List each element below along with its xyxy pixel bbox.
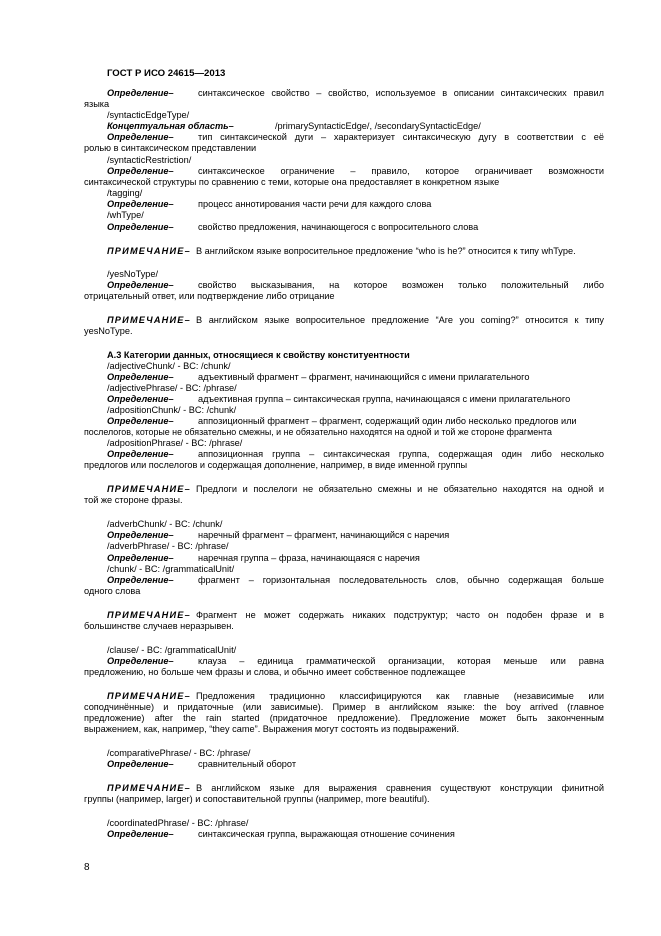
note-text: yesNoType.: [84, 326, 133, 336]
note-text: той же стороне фразы.: [84, 495, 183, 505]
definition-label: Определение–: [107, 829, 174, 839]
definition-label: Определение–: [107, 280, 174, 290]
definition-label: Определение–: [107, 199, 174, 209]
note-label: ПРИМЕЧАНИЕ–: [107, 610, 191, 620]
page-number: 8: [84, 862, 90, 873]
definition-label: Определение–: [107, 166, 174, 176]
definition-text: предлогов или послелогов и содержащая дополнение, например, в виде именной группы: [84, 460, 468, 470]
note-label: ПРИМЕЧАНИЕ–: [107, 246, 191, 256]
definition-label: Определение–: [107, 575, 174, 585]
definition-text: аппозиционная группа – синтаксическая группа, содержащая один либо несколько: [198, 449, 604, 459]
term: /syntacticRestriction/: [107, 155, 192, 165]
definition-text: предложению, но больше чем фразы и слова, и обычно имеет собственное подлежащее: [84, 667, 466, 677]
definition-label: Определение–: [107, 394, 174, 404]
term: /whType/: [107, 210, 144, 220]
note-label: ПРИМЕЧАНИЕ–: [107, 484, 191, 494]
term: /chunk/ - BC: /grammaticalUnit/: [107, 564, 235, 574]
definition-text: отрицательный ответ, или подтверждение либо отрицание: [84, 291, 335, 301]
definition-text: синтаксическое свойство – свойство, используемое в описании синтаксических правил: [198, 88, 604, 98]
definition-text: фрагмент – горизонтальная последовательность слов, обычно содержащая больше: [198, 575, 604, 585]
note-label: ПРИМЕЧАНИЕ–: [107, 315, 191, 325]
note-text: соподчинённые) и придаточные (или зависимые). Пример в английском языке: the boy arrived (главное: [84, 702, 604, 712]
note-text: В английском языке для выражения сравнения существуют конструкции финитной: [196, 783, 604, 793]
definition-text: свойство высказывания, на которое возможен только положительный либо: [198, 280, 604, 290]
section-heading: А.3 Категории данных, относящиеся к свойству конституентности: [107, 350, 410, 360]
term: /clause/ - BC: /grammaticalUnit/: [107, 645, 237, 655]
definition-text: сравнительный оборот: [198, 759, 297, 769]
definition-label: Определение–: [107, 132, 174, 142]
definition-text: клауза – единица грамматической организации, которая меньше или равна: [198, 656, 604, 666]
definition-label: Определение–: [107, 530, 174, 540]
note-text: предложение) after the rain started (придаточное предложение). Предложение может быть законченным: [84, 713, 604, 723]
definition-text: синтаксическое ограничение – правило, которое ограничивает возможности: [198, 166, 604, 176]
definition-label: Определение–: [107, 553, 174, 563]
definition-text: наречная группа – фраза, начинающаяся с наречия: [198, 553, 420, 563]
definition-label: Определение–: [107, 416, 174, 426]
note-text: выражением, как, например, “they came”. Выражения могут состоять из подвыражений.: [84, 724, 460, 734]
definition-text: свойство предложения, начинающегося с вопросительного слова: [198, 222, 479, 232]
definition-label: Определение–: [107, 88, 174, 98]
definition-text: аппозиционный фрагмент – фрагмент, содержащий один либо несколько предлогов или: [198, 416, 577, 426]
term: /yesNoType/: [107, 269, 159, 279]
term: /adverbChunk/ - BC: /chunk/: [107, 519, 223, 529]
concept-domain-value: /primarySyntacticEdge/, /secondarySyntacticEdge/: [275, 121, 481, 131]
definition-text: языка: [84, 99, 110, 109]
term: /adjectivePhrase/ - BC: /phrase/: [107, 383, 237, 393]
definition-text: ролью в синтаксическом представлении: [84, 143, 257, 153]
definition-text: адъективный фрагмент – фрагмент, начинающийся с имени прилагательного: [198, 372, 530, 382]
term: /adpositionPhrase/ - BC: /phrase/: [107, 438, 243, 448]
note-label: ПРИМЕЧАНИЕ–: [107, 783, 191, 793]
term: /coordinatedPhrase/ - BC: /phrase/: [107, 818, 249, 828]
term: /adverbPhrase/ - BC: /phrase/: [107, 541, 229, 551]
note-text: В английском языке вопросительное предложение “Are you coming?” относится к типу: [196, 315, 604, 325]
definition-text: наречный фрагмент – фрагмент, начинающийся с наречия: [198, 530, 450, 540]
note-text: Фрагмент не может содержать никаких подструктур; часто он подобен фразе и в: [196, 610, 604, 620]
note-text: группы (например, larger) и сопоставительной группы (например, more beautiful).: [84, 794, 430, 804]
note-text: В английском языке вопросительное предложение “who is he?” относится к типу whType.: [196, 246, 576, 256]
term: /tagging/: [107, 188, 143, 198]
note-text: большинстве случаев неразрывен.: [84, 621, 234, 631]
note-text: Предлоги и послелоги не обязательно смежны и не обязательно находятся на одной и: [196, 484, 604, 494]
definition-text: послелогов, которые не обязательно смежны, и не обязательно находятся на одной и той же стороне фрагмента: [84, 427, 552, 437]
concept-domain-label: Концептуальная область–: [107, 121, 234, 131]
definition-label: Определение–: [107, 656, 174, 666]
page-header: ГОСТ Р ИСО 24615—2013: [107, 68, 226, 79]
term: /comparativePhrase/ - BC: /phrase/: [107, 748, 251, 758]
definition-text: адъективная группа – синтаксическая группа, начинающаяся с имени прилагательного: [198, 394, 571, 404]
definition-label: Определение–: [107, 222, 174, 232]
definition-text: тип синтаксической дуги – характеризует синтаксическую дугу в соответствии с её: [198, 132, 604, 142]
definition-label: Определение–: [107, 449, 174, 459]
term: /adpositionChunk/ - BC: /chunk/: [107, 405, 237, 415]
note-label: ПРИМЕЧАНИЕ–: [107, 691, 191, 701]
term: /adjectiveChunk/ - BC: /chunk/: [107, 361, 231, 371]
definition-text: синтаксическая группа, выражающая отношение сочинения: [198, 829, 455, 839]
definition-text: синтаксической структуры по сравнению с теми, которые она предоставляет в конкретном языке: [84, 177, 500, 187]
note-text: Предложения традиционно классифицируются как главные (независимые или: [196, 691, 604, 701]
definition-text: процесс аннотирования части речи для каждого слова: [198, 199, 432, 209]
term: /syntacticEdgeType/: [107, 110, 190, 120]
definition-text: одного слова: [84, 586, 141, 596]
definition-label: Определение–: [107, 759, 174, 769]
definition-label: Определение–: [107, 372, 174, 382]
